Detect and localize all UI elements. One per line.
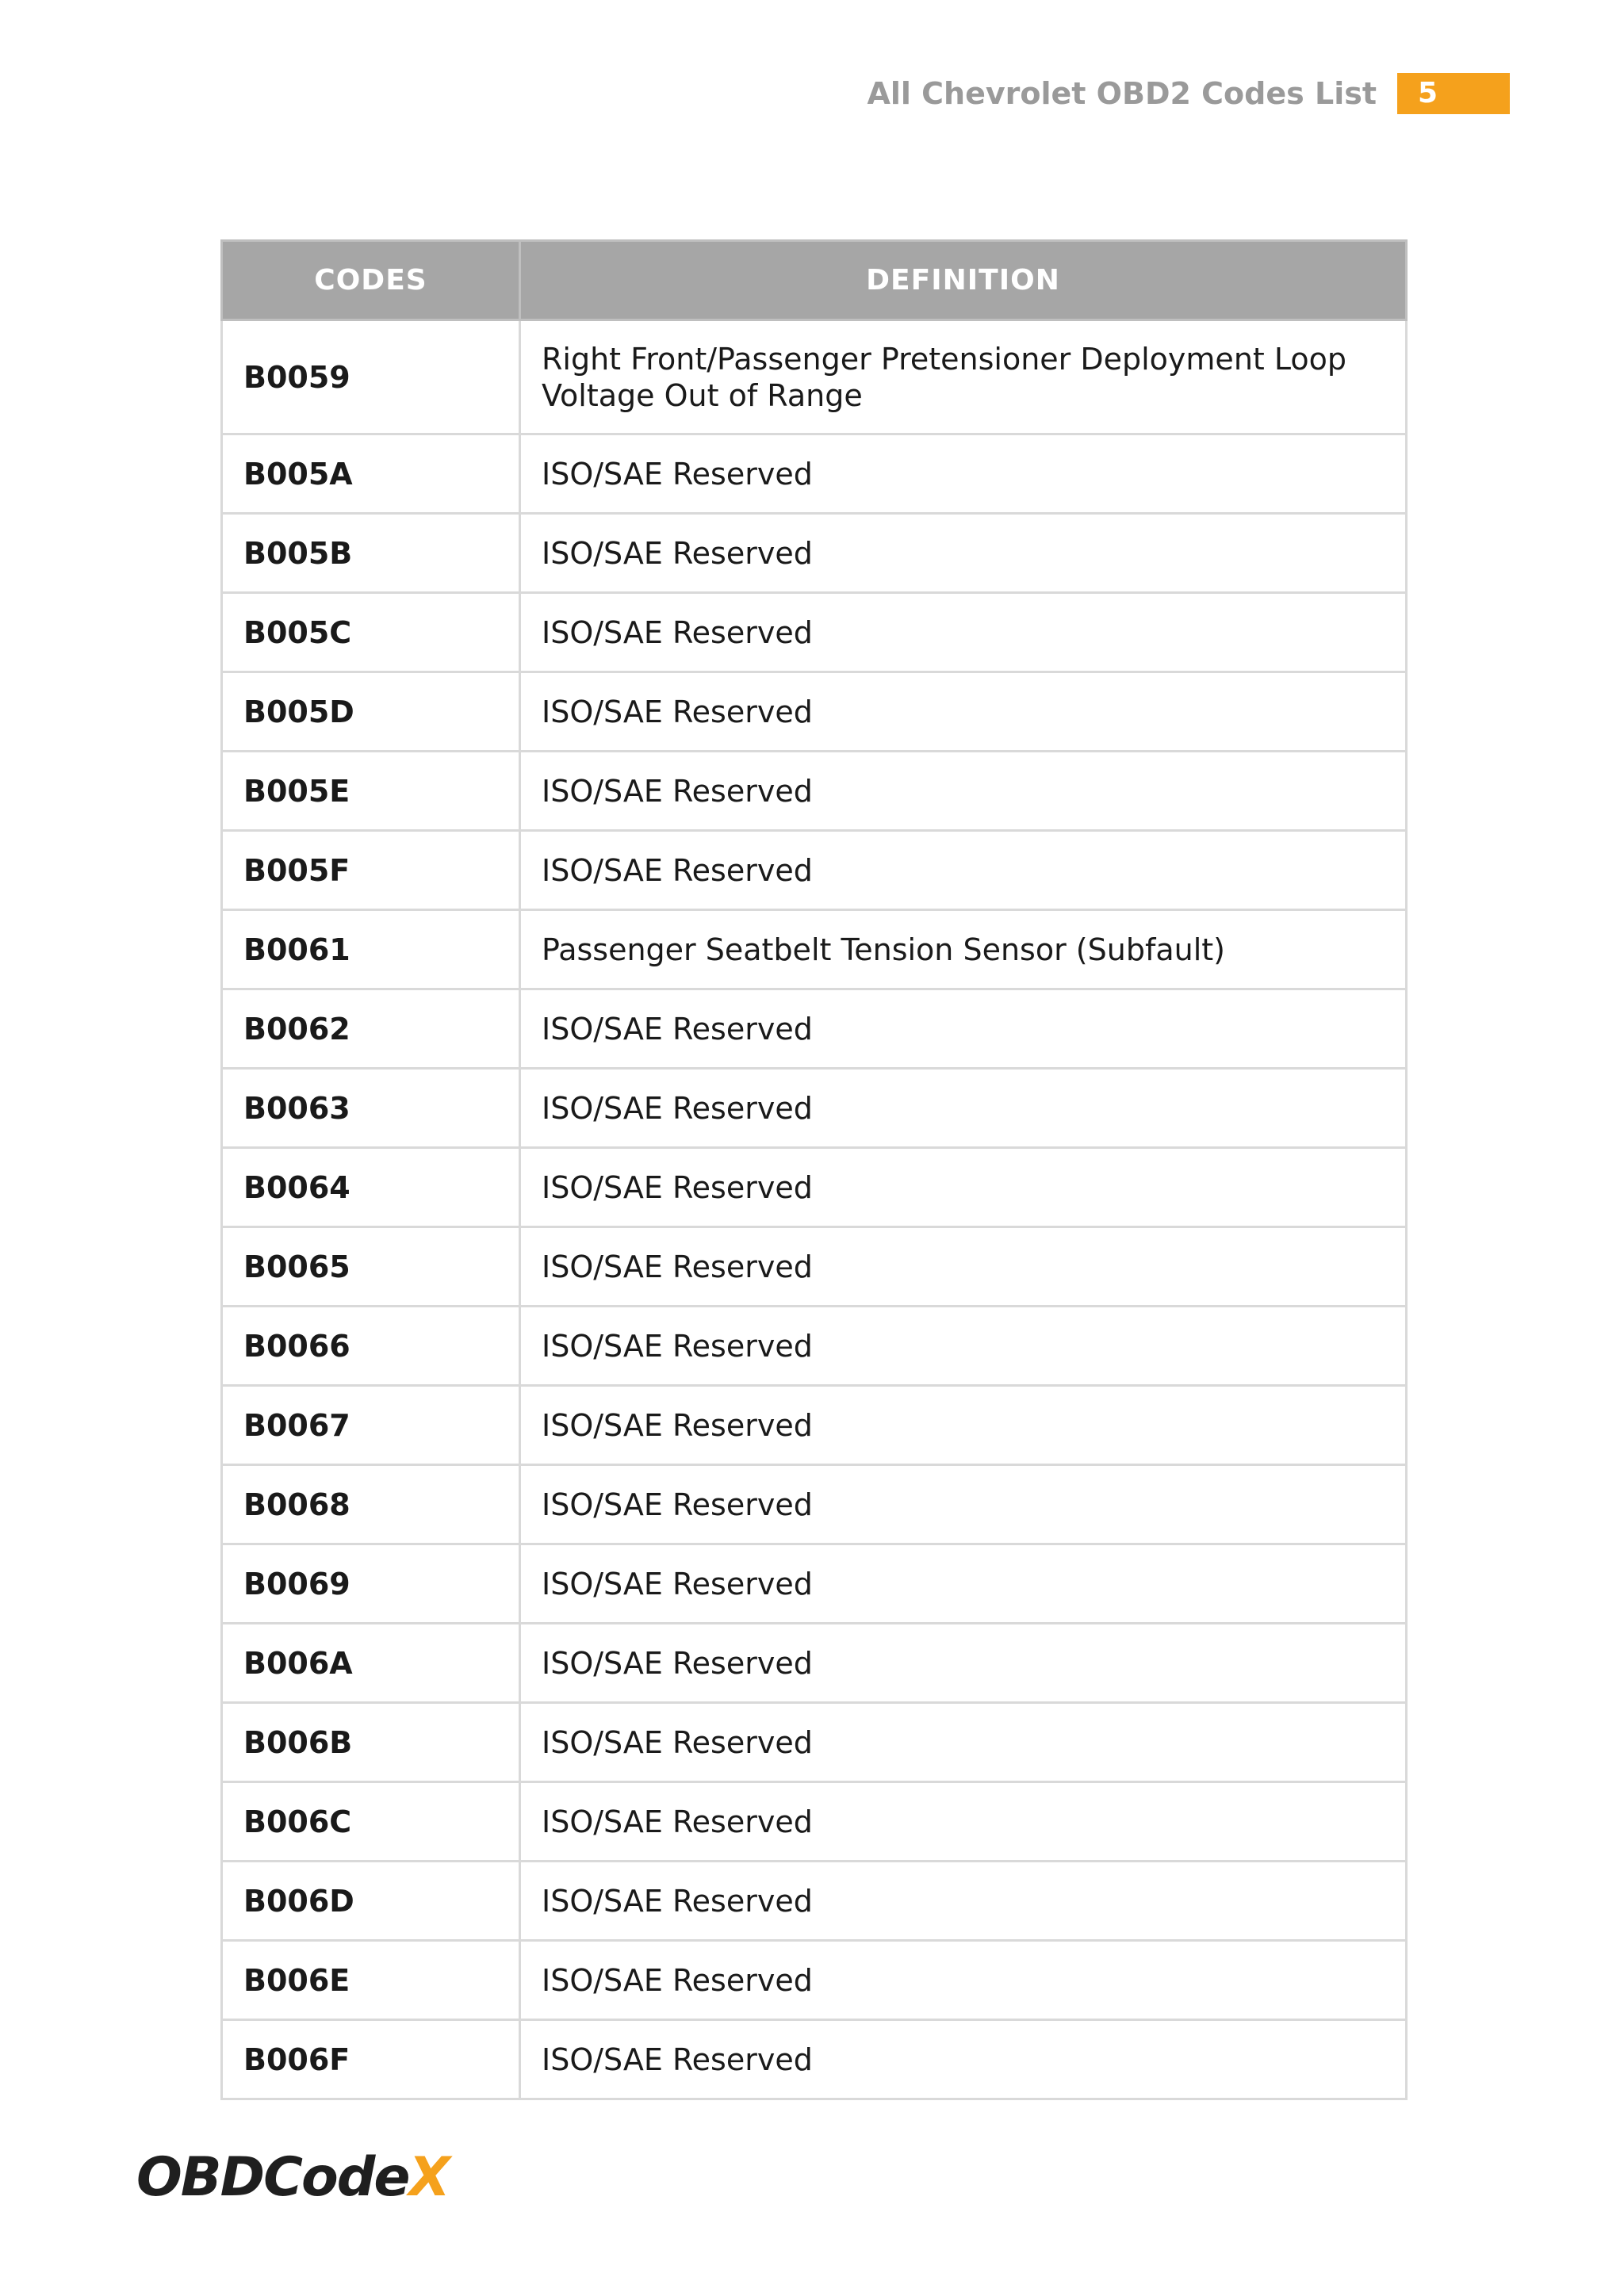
definition-cell: ISO/SAE Reserved xyxy=(520,1941,1407,2020)
definition-cell: ISO/SAE Reserved xyxy=(520,989,1407,1069)
code-cell: B0063 xyxy=(222,1069,520,1148)
table-row xyxy=(222,1544,1407,1624)
table-row xyxy=(222,1782,1407,1862)
definition-cell: ISO/SAE Reserved xyxy=(520,1782,1407,1862)
definition-cell: ISO/SAE Reserved xyxy=(520,1148,1407,1227)
code-cell: B005C xyxy=(222,593,520,672)
table-row xyxy=(222,320,1407,434)
code-cell: B006C xyxy=(222,1782,520,1862)
code-cell: B006B xyxy=(222,1703,520,1782)
page-number-badge: 5 xyxy=(1397,73,1510,114)
logo-wordmark: OBDCode xyxy=(136,2146,409,2209)
table-row xyxy=(222,1307,1407,1386)
code-cell: B005D xyxy=(222,672,520,752)
table-row xyxy=(222,1148,1407,1227)
definition-cell: ISO/SAE Reserved xyxy=(520,1624,1407,1703)
code-cell: B005F xyxy=(222,831,520,910)
table-row xyxy=(222,1386,1407,1465)
codes-table xyxy=(220,239,1408,2100)
definition-cell: ISO/SAE Reserved xyxy=(520,514,1407,593)
code-cell: B0068 xyxy=(222,1465,520,1544)
definition-cell: ISO/SAE Reserved xyxy=(520,434,1407,514)
definition-cell: ISO/SAE Reserved xyxy=(520,1307,1407,1386)
definition-cell: ISO/SAE Reserved xyxy=(520,752,1407,831)
table-row xyxy=(222,593,1407,672)
table-row xyxy=(222,434,1407,514)
code-cell: B0061 xyxy=(222,910,520,989)
table-row xyxy=(222,989,1407,1069)
table-row xyxy=(222,910,1407,989)
table-row xyxy=(222,1862,1407,1941)
obdcodex-logo xyxy=(136,2146,449,2209)
code-cell: B005E xyxy=(222,752,520,831)
definition-cell: ISO/SAE Reserved xyxy=(520,593,1407,672)
table-row xyxy=(222,752,1407,831)
logo-x-mark: X xyxy=(408,2146,449,2209)
code-cell: B0066 xyxy=(222,1307,520,1386)
definition-cell: Passenger Seatbelt Tension Sensor (Subfault) xyxy=(520,910,1407,989)
definition-cell: ISO/SAE Reserved xyxy=(520,1227,1407,1307)
definition-cell: ISO/SAE Reserved xyxy=(520,1862,1407,1941)
document-title: All Chevrolet OBD2 Codes List xyxy=(867,76,1377,111)
code-cell: B005A xyxy=(222,434,520,514)
table-row xyxy=(222,1624,1407,1703)
table-row xyxy=(222,1227,1407,1307)
code-cell: B0069 xyxy=(222,1544,520,1624)
definition-cell: ISO/SAE Reserved xyxy=(520,1069,1407,1148)
code-cell: B0064 xyxy=(222,1148,520,1227)
code-cell: B006E xyxy=(222,1941,520,2020)
code-cell: B0065 xyxy=(222,1227,520,1307)
code-cell: B006A xyxy=(222,1624,520,1703)
code-cell: B0062 xyxy=(222,989,520,1069)
table-row xyxy=(222,672,1407,752)
table-row xyxy=(222,2020,1407,2099)
table-row xyxy=(222,514,1407,593)
definition-cell: ISO/SAE Reserved xyxy=(520,672,1407,752)
definition-cell: ISO/SAE Reserved xyxy=(520,1703,1407,1782)
code-cell: B006F xyxy=(222,2020,520,2099)
column-header-definition: DEFINITION xyxy=(520,241,1407,320)
code-cell: B0067 xyxy=(222,1386,520,1465)
definition-cell: ISO/SAE Reserved xyxy=(520,2020,1407,2099)
table-header-row xyxy=(222,241,1407,320)
column-header-codes: CODES xyxy=(222,241,520,320)
table-row xyxy=(222,1069,1407,1148)
code-cell: B0059 xyxy=(222,320,520,434)
definition-cell: ISO/SAE Reserved xyxy=(520,1465,1407,1544)
definition-cell: Right Front/Passenger Pretensioner Deployment Loop Voltage Out of Range xyxy=(520,320,1407,434)
code-cell: B005B xyxy=(222,514,520,593)
table-row xyxy=(222,1941,1407,2020)
table-row xyxy=(222,1703,1407,1782)
definition-cell: ISO/SAE Reserved xyxy=(520,1386,1407,1465)
definition-cell: ISO/SAE Reserved xyxy=(520,1544,1407,1624)
table-row xyxy=(222,1465,1407,1544)
table-row xyxy=(222,831,1407,910)
definition-cell: ISO/SAE Reserved xyxy=(520,831,1407,910)
code-cell: B006D xyxy=(222,1862,520,1941)
